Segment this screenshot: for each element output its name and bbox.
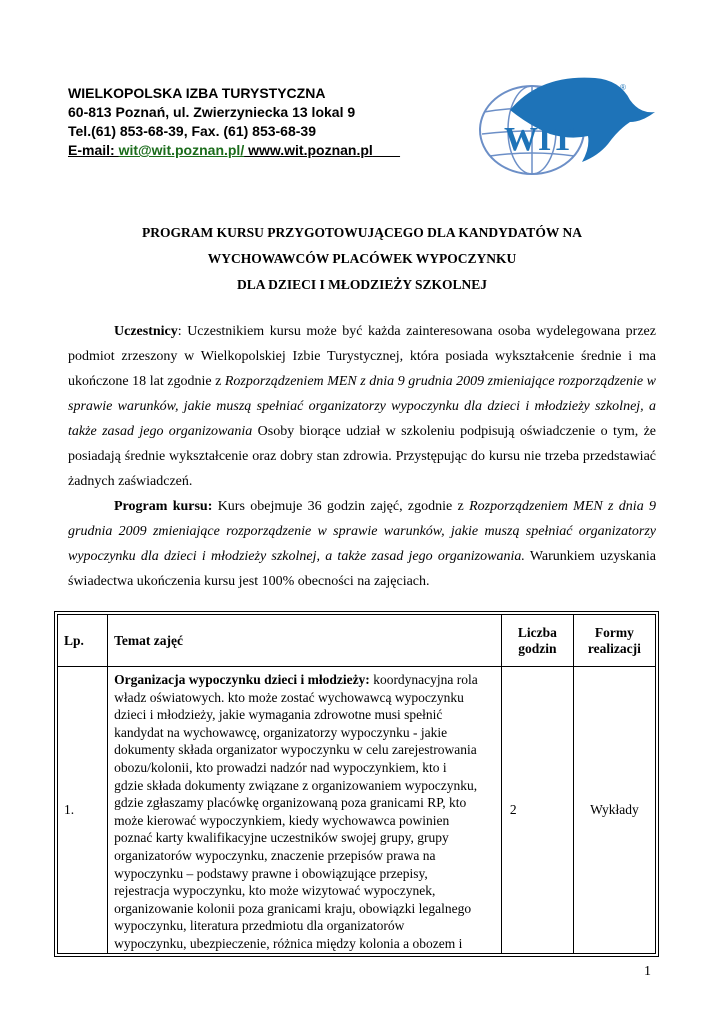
row-topic — [108, 667, 502, 954]
topic-line: dokumenty składa organizator wypoczynku w celu zarejestrowania — [114, 742, 477, 758]
header-forms — [573, 615, 655, 667]
org-contact — [68, 141, 400, 160]
program-table — [57, 614, 656, 954]
participants-text: : Uczestnikiem kursu może być każda zainteresowana osoba wydelegowana przez podmiot zrzeszony w Wielkopolskiej Izbie Turystycznej, która posiada wykształcenie średnie i ma ukończone 18 lat zgodnie z — [68, 324, 656, 389]
program-text: Kurs obejmuje 36 godzin zajęć, zgodnie z — [212, 499, 470, 514]
topic-line: wypoczynku, literatura przedmiotu dla organizatorów — [114, 918, 405, 934]
topic-line: gdzie zgłaszamy placówkę organizowaną poza granicami RP, kto — [114, 795, 467, 811]
program-paragraph — [68, 494, 656, 594]
participants-text-end: Osoby biorące udział w szkoleniu podpisują oświadczenie o tym, że posiadają średnie wykształcenie oraz dobry stan zdrowia. Przystępując do kursu nie trzeba przedstawiać żadnych zaświadczeń. — [68, 424, 657, 489]
org-phone-fax: Tel.(61) 853-68-39, Fax. (61) 853-68-39 — [68, 123, 316, 139]
header-forms-l1: Formy — [594, 624, 634, 640]
topic-line: może kierować wypoczynkiem, kiedy wychowawca powinien — [114, 812, 450, 828]
wit-logo — [470, 70, 660, 180]
topic-line: wypoczynku – podstawy prawne i obowiązujące przepisy, — [114, 865, 428, 881]
underline-pad — [373, 142, 400, 158]
participants-paragraph — [68, 319, 656, 494]
header-forms-l2: realizacji — [587, 640, 641, 656]
course-description — [68, 319, 656, 594]
participants-regulation: Rozporządzeniem MEN z dnia 9 grudnia 2009 zmieniające rozporządzenie w sprawie warunków, jakie muszą spełniać organizatorzy wypoczynku dla dzieci i młodzieży szkolnej, a także zasad jego organizowania — [68, 374, 656, 439]
topic-line: koordynacyjna rola — [369, 672, 478, 687]
title-line-3: DLA DZIECI I MŁODZIEŻY SZKOLNEJ — [236, 277, 488, 292]
header-hours — [501, 615, 573, 667]
program-text-end: Warunkiem uzyskania świadectwa ukończenia kursu jest 100% obecności na zajęciach. — [68, 549, 656, 589]
table-row — [58, 667, 656, 954]
email-link[interactable]: wit@wit.poznan.pl/ — [118, 142, 245, 158]
org-name: WIELKOPOLSKA IZBA TURYSTYCZNA — [68, 85, 326, 101]
logo-registered-mark: ® — [620, 83, 626, 92]
row-lp: 1. — [58, 667, 108, 954]
topic-line: władz oświatowych. kto może zostać wychowawcą wypoczynku — [114, 689, 464, 705]
document-title — [60, 220, 664, 298]
website-link[interactable]: www.wit.poznan.pl — [244, 142, 373, 158]
topic-line: gdzie składa dokumenty związane z organizowaniem wypoczynku, — [114, 777, 478, 793]
letterhead — [68, 84, 400, 160]
header-topic: Temat zajęć — [108, 615, 502, 667]
row-form: Wykłady — [573, 667, 655, 954]
participants-label: Uczestnicy — [114, 324, 178, 339]
topic-line: rejestracja wypoczynku, kto może wizytować wypoczynek, — [114, 883, 436, 899]
logo-wordmark: WIT — [504, 121, 574, 158]
topic-line: organizatorów wypoczynku, znaczenie przepisów prawa na — [114, 847, 436, 863]
topic-line: poznać karty kwalifikacyjne uczestników swojej grupy, grupy — [114, 830, 449, 846]
row-topic-title: Organizacja wypoczynku dzieci i młodzieży: — [114, 672, 370, 687]
topic-line: obozu/kolonii, kto prowadzi nadzór nad wypoczynkiem, kto i — [114, 759, 447, 775]
topic-line: dzieci i młodzieży, jakie wymagania zdrowotne musi spełnić — [114, 707, 443, 723]
header-hours-l2: godzin — [518, 640, 557, 656]
header-lp: Lp. — [58, 615, 108, 667]
topic-line: organizowanie kolonii poza granicami kraju, obowiązki legalnego — [114, 900, 472, 916]
program-regulation: Rozporządzeniem MEN z dnia 9 grudnia 2009 zmieniające rozporządzenie w sprawie warunków, jakie muszą spełniać organizatorzy wypoczynku dla dzieci i młodzieży szkolnej, a także zasad jego organizowania. — [68, 499, 657, 564]
table-header-row — [58, 615, 656, 667]
topic-line: kandydat na wychowawcę, organizatorzy wypoczynku - jakie — [114, 724, 448, 740]
title-line-1: PROGRAM KURSU PRZYGOTOWUJĄCEGO DLA KANDYDATÓW NA — [142, 225, 582, 240]
email-label: E-mail: — [68, 142, 119, 158]
header-hours-l1: Liczba — [517, 624, 557, 640]
org-address: 60-813 Poznań, ul. Zwierzyniecka 13 lokal 9 — [68, 104, 356, 120]
program-label: Program kursu: — [114, 499, 213, 514]
topic-line: wypoczynku, ubezpieczenie, różnica między kolonia a obozem i — [114, 935, 463, 951]
row-hours: 2 — [501, 667, 573, 954]
page-number: 1 — [644, 964, 651, 979]
title-line-2: WYCHOWAWCÓW PLACÓWEK WYPOCZYNKU — [207, 251, 517, 266]
